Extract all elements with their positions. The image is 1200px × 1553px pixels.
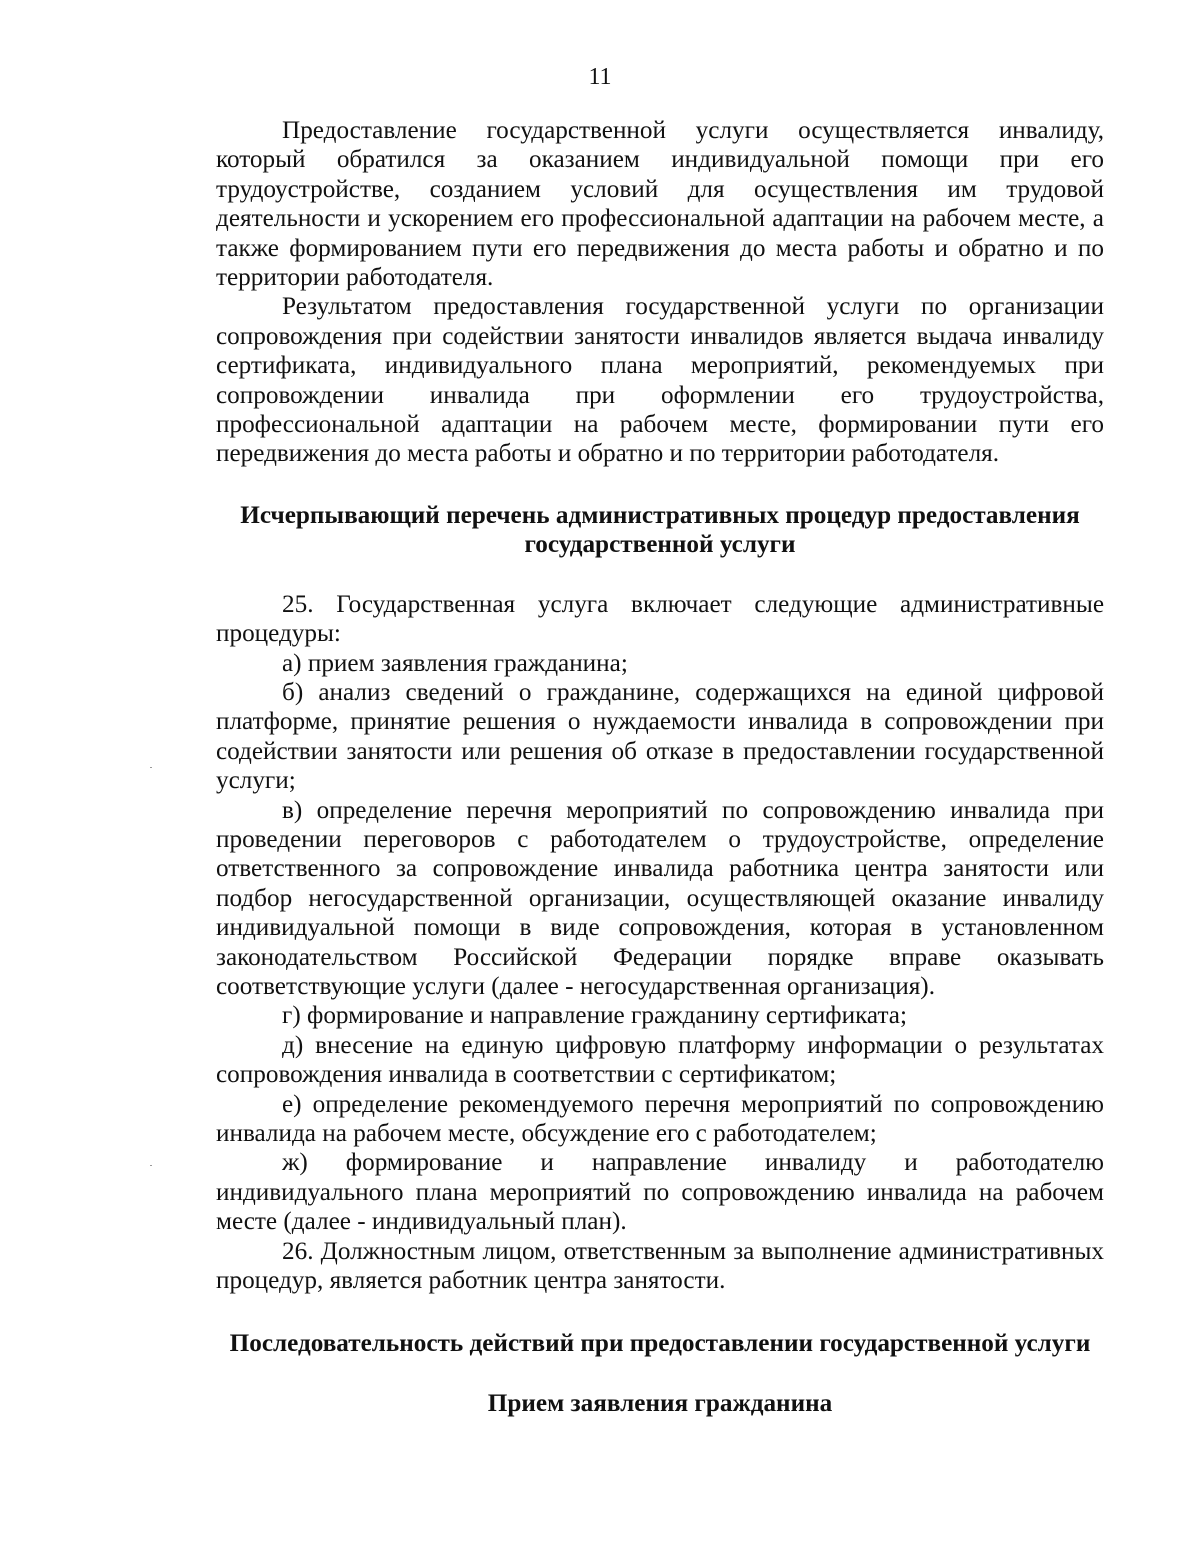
document-body	[216, 116, 1104, 1418]
list-item: г) формирование и направление гражданину сертификата;	[282, 1002, 907, 1030]
list-item: е) определение рекомендуемого перечня мероприятий по сопровождению инвалида на рабочем месте, обсуждение его с работодателем;	[216, 1090, 1104, 1147]
list-item: б) анализ сведений о гражданине, содержащихся на единой цифровой платформе, принятие решения о нуждаемости инвалида в сопровождении при содействии занятости или решения об отказе в предоставлении государственной услуги;	[216, 678, 1104, 795]
clause-paragraph: 26. Должностным лицом, ответственным за выполнение административных процедур, является работник центра занятости.	[216, 1237, 1104, 1295]
page-number: 11	[588, 64, 612, 90]
scan-artifact	[150, 767, 152, 768]
body-paragraph: Предоставление государственной услуги осуществляется инвалиду, который обратился за оказанием индивидуальной помощи при его трудоустройстве, созданием условий для осуществления им трудовой деятельности и ускорением его профессиональной адаптации на рабочем месте, а также формированием пути его передвижения до места работы и обратно и по территории работодателя.	[216, 117, 1104, 292]
heading-line: Исчерпывающий перечень административных процедур предоставления	[240, 501, 1080, 529]
list-item: а) прием заявления гражданина;	[282, 649, 628, 677]
scan-artifact	[150, 1165, 152, 1166]
list-item: в) определение перечня мероприятий по сопровождению инвалида при проведении переговоров с работодателем о трудоустройстве, определение ответственного за сопровождение инвалида работника центра занятости или подбор негосударственной организации, осуществляющей оказание инвалиду индивидуальной помощи в виде сопровождения, которая в установленном законодательством Российской Федерации порядке вправе оказывать соответствующие услуги (далее - негосударственная организация).	[216, 796, 1104, 1000]
list-item: ж) формирование и направление инвалиду и работодателю индивидуального плана мероприятий по сопровождению инвалида на рабочем месте (далее - индивидуальный план).	[216, 1149, 1104, 1236]
heading-line: государственной услуги	[524, 531, 796, 559]
section-heading-procedures	[216, 501, 1104, 560]
subsection-heading-reception: Прием заявления гражданина	[487, 1389, 833, 1417]
clause-paragraph: 25. Государственная услуга включает следующие административные процедуры:	[216, 590, 1104, 648]
list-item: д) внесение на единую цифровую платформу информации о результатах сопровождения инвалида в соответствии с сертификатом;	[216, 1031, 1104, 1089]
body-paragraph: Результатом предоставления государственной услуги по организации сопровождения при содействии занятости инвалидов является выдача инвалиду сертификата, индивидуального плана мероприятий, рекомендуемых при сопровождении инвалида при оформлении его трудоустройства, профессиональной адаптации на рабочем месте, формировании пути его передвижения до места работы и обратно и по территории работодателя.	[216, 293, 1104, 468]
section-heading-sequence: Последовательность действий при предоставлении государственной услуги	[229, 1330, 1091, 1358]
